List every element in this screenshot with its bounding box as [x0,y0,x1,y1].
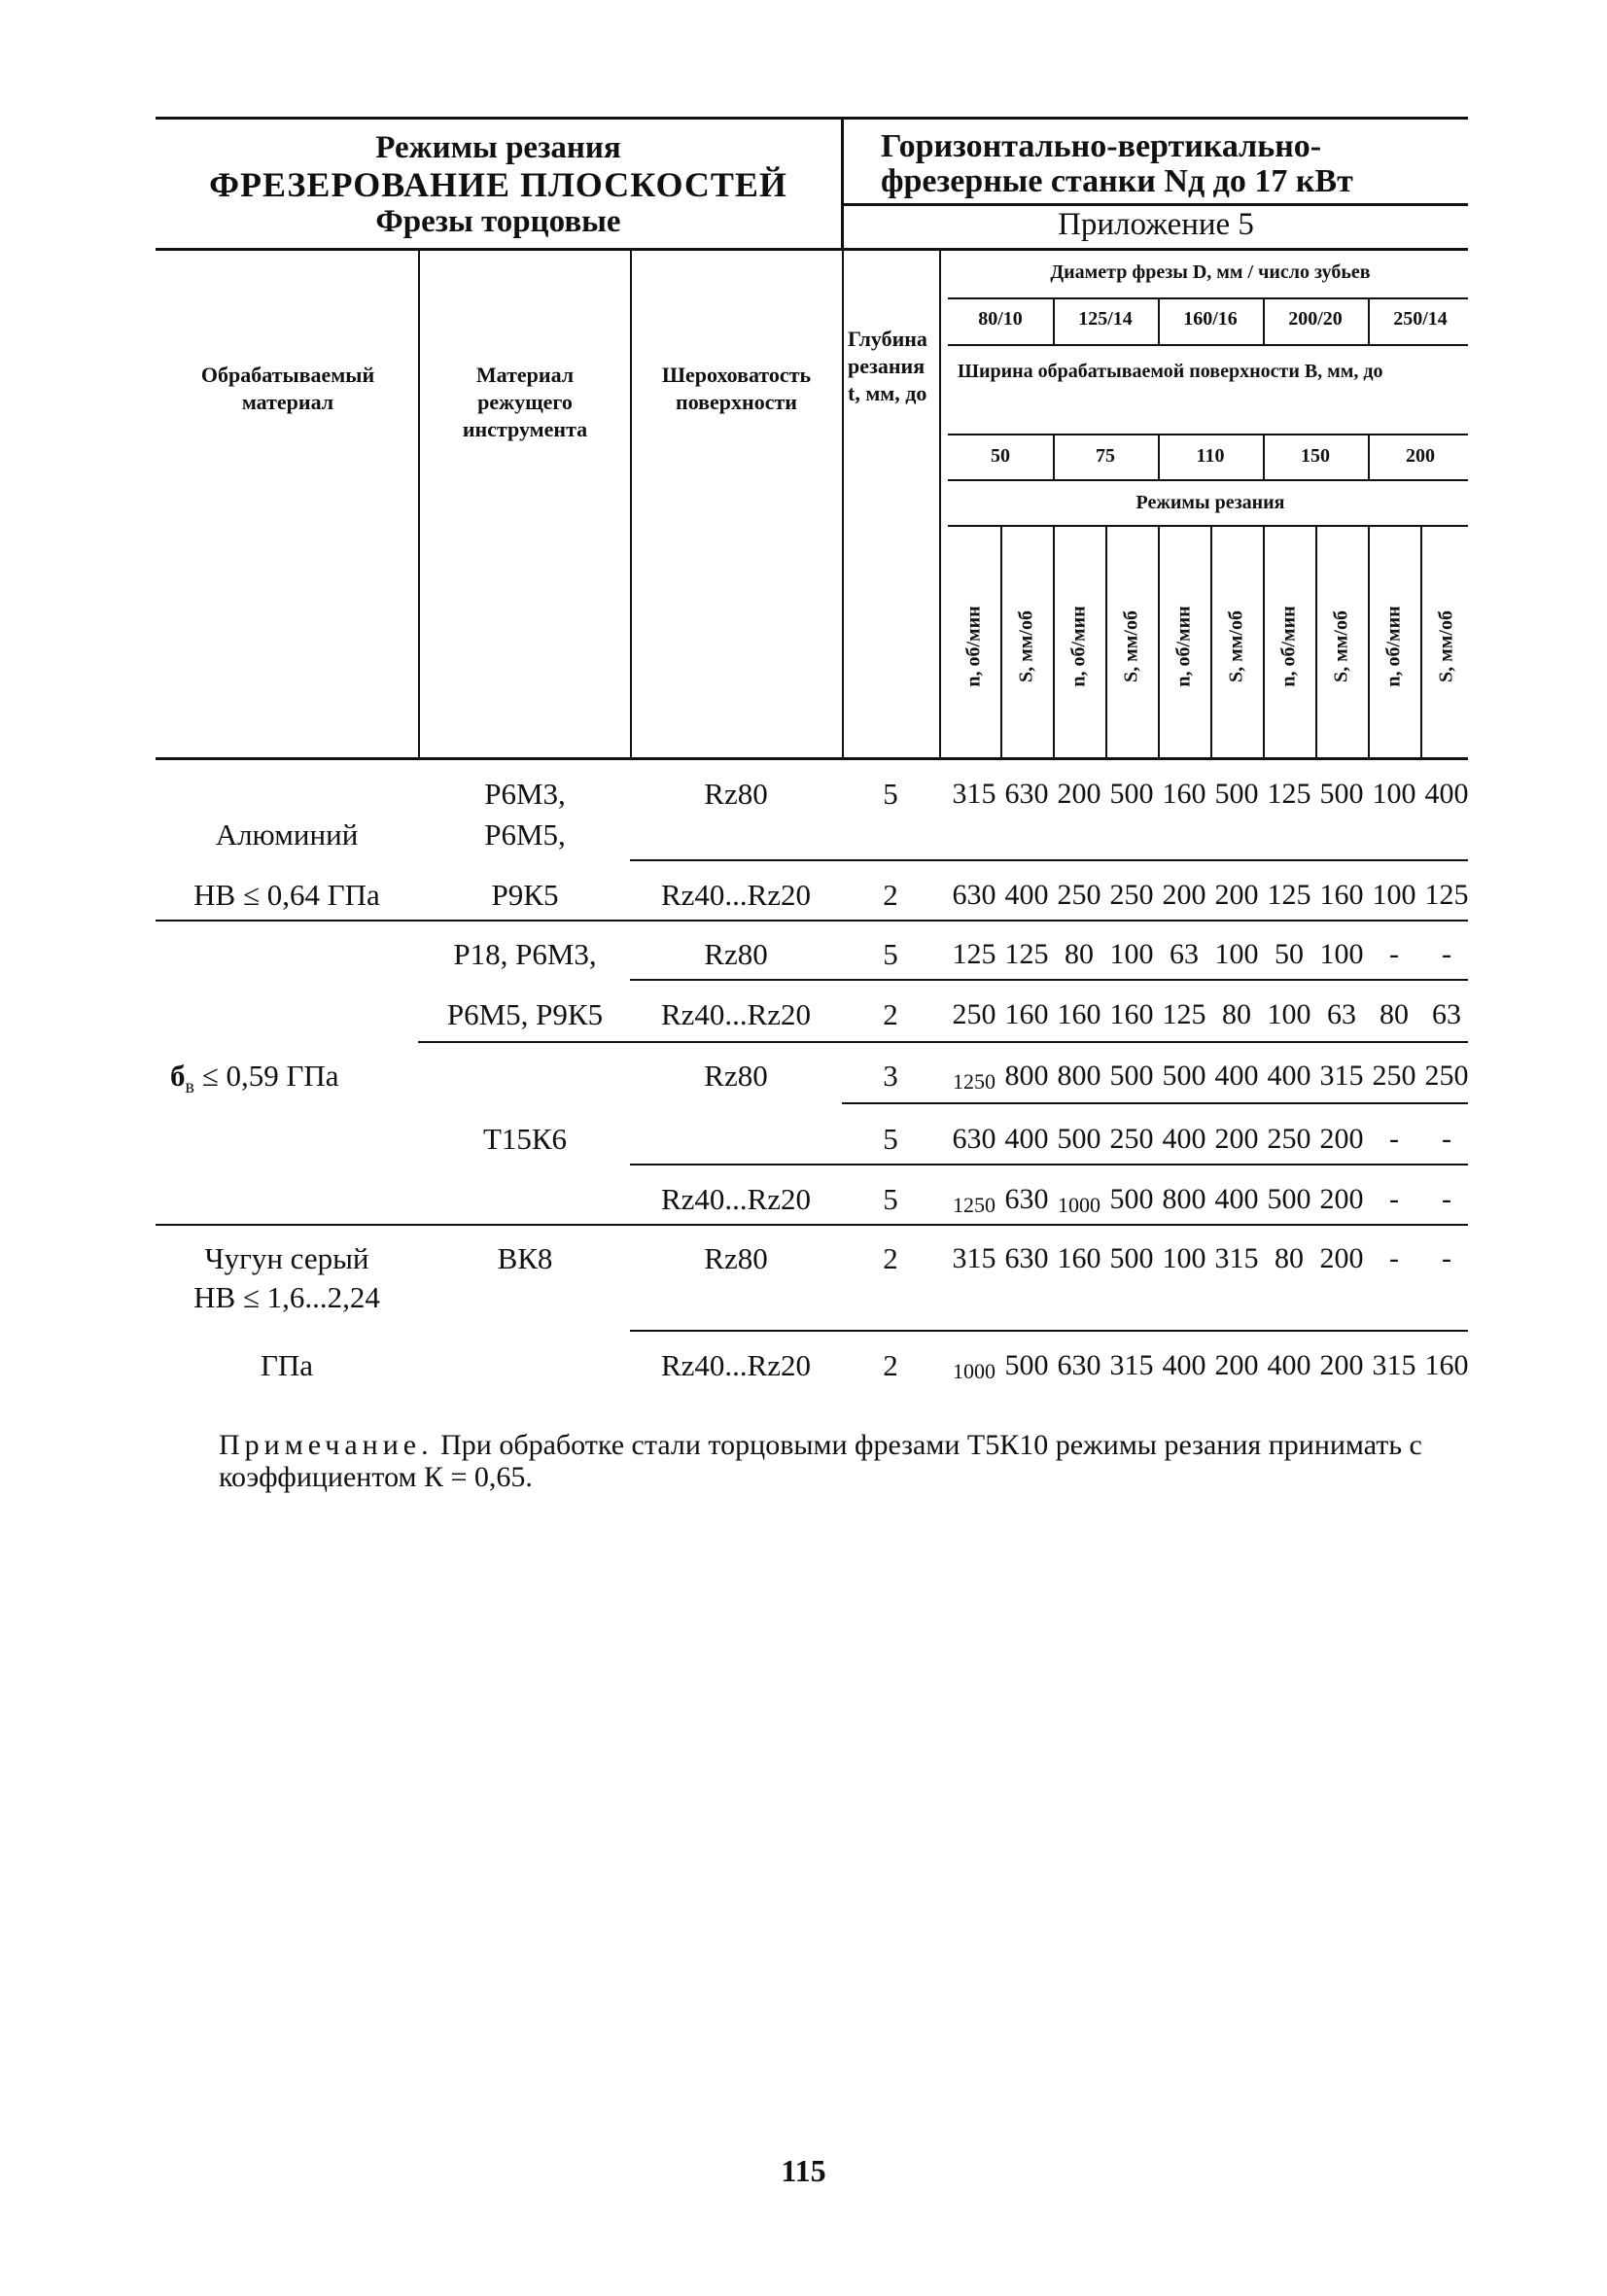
steel-tool-1: Р18, Р6М3, [453,937,597,971]
table-row [948,1060,1473,1095]
steel-depth-3: 3 [883,1059,898,1093]
rule [1158,297,1160,344]
table-cell: 200 [1319,1183,1364,1215]
alu-hardness: НВ ≤ 0,64 ГПа [193,878,380,912]
table-cell: 630 [1004,778,1049,810]
footnote [219,1429,1473,1493]
table-cell: 315 [1372,1349,1416,1381]
title-right [844,120,1468,251]
table-cell: 250 [1109,1123,1154,1155]
table-row [948,938,1473,973]
rule [948,434,1468,435]
iron-rough-1: Rz80 [704,1241,768,1275]
table-cell: 400 [1162,1123,1206,1155]
col-divider [418,250,420,757]
table-cell: 630 [1004,1242,1049,1274]
iron-tool: ВК8 [497,1241,553,1275]
footnote-label: Примечание. [219,1429,434,1461]
modes-header: Режимы резания [1135,492,1285,513]
table-cell: 630 [952,1123,996,1155]
table-cell: 160 [1319,879,1364,911]
table-cell: 315 [952,778,996,810]
table-cell: 160 [1424,1349,1469,1381]
footnote-text: При обработке стали торцовыми фрезами Т5К10 режимы резания принимать с коэффициентом К = 0,65. [219,1429,1422,1493]
table-cell: 250 [952,998,996,1030]
width-value: 150 [1301,445,1330,467]
col-divider [630,250,632,757]
rule [1105,525,1107,757]
rule [1263,297,1265,344]
table-cell: 125 [1267,879,1311,911]
col-depth: Глубина резания t, мм, до [848,327,927,405]
table-row [948,778,1473,813]
rule [1420,525,1422,757]
table-cell: 80 [1222,998,1251,1030]
table-cell: 400 [1004,879,1049,911]
rule [1368,525,1370,757]
table-cell: 315 [1214,1242,1259,1274]
mode-label-text: S, мм/об [1120,610,1142,682]
table-cell: 100 [1214,938,1259,970]
steel-rough-3: Rz80 [704,1059,768,1093]
table-cell: 250 [1372,1060,1416,1092]
rule [1053,434,1055,479]
diameter-value: 160/16 [1183,308,1238,330]
table-cell: 200 [1319,1123,1364,1155]
table-cell: 100 [1109,938,1154,970]
table-cell: 500 [1004,1349,1049,1381]
group-rule [156,920,1468,922]
alu-rough-2: Rz40...Rz20 [660,878,812,912]
table-cell: 1250 [953,1193,996,1217]
mode-label-n [1174,574,1194,719]
alu-name: Алюминий [215,818,359,852]
steel-rough-1: Rz80 [704,937,768,971]
mode-label-text: S, мм/об [1435,610,1457,682]
machine-line-1: Горизонтально-вертикально- [881,128,1322,164]
mode-label-text: n, об/мин [1172,606,1195,687]
table-cell: 500 [1109,778,1154,810]
iron-name: Чугун серый [204,1241,369,1275]
rule [948,297,1468,299]
mode-label-n [1069,574,1089,719]
rule [1000,525,1002,757]
machine-line-2: фрезерные станки Nд до 17 кВт [881,163,1353,199]
table-cell: 80 [1065,938,1094,970]
group-rule [156,1224,1468,1226]
mode-label-s [1437,574,1456,719]
table-cell: 63 [1432,998,1461,1030]
table-cell: 800 [1162,1183,1206,1215]
steel-depth-5: 5 [883,1182,898,1216]
table-cell: 400 [1214,1183,1259,1215]
steel-tool-2: Р6М5, Р9К5 [446,997,604,1031]
table-cell: 250 [1267,1123,1311,1155]
rule [1368,297,1370,344]
col-material: Обрабатываемый материал [200,363,375,414]
steel-strength: $б_в \le 0,59$ ГПа [170,1059,339,1098]
table-cell: 400 [1004,1123,1049,1155]
diameter-value: 125/14 [1078,308,1133,330]
table-cell: 160 [1109,998,1154,1030]
table-cell: 125 [1162,998,1206,1030]
steel-depth-2: 2 [883,997,898,1031]
steel-rough-2: Rz40...Rz20 [660,997,812,1031]
mode-label-text: n, об/мин [1382,606,1405,687]
table-cell: 250 [1109,879,1154,911]
mode-label-text: S, мм/об [1330,610,1352,682]
table-cell: 500 [1162,1060,1206,1092]
table-cell: 500 [1109,1183,1154,1215]
table-title-block [156,117,1468,251]
title-divider [844,203,1468,206]
mode-label-n [1384,574,1404,719]
col-roughness: Шероховатость поверхности [661,363,812,414]
table-cell: 630 [1004,1183,1049,1215]
table-cell: 80 [1275,1242,1304,1274]
rule [1158,525,1160,757]
table-row [948,1183,1473,1218]
diameter-header: Диаметр фрезы D, мм / число зубьев [1050,261,1371,283]
table-cell: 630 [1057,1349,1101,1381]
table-cell: 400 [1267,1349,1311,1381]
iron-depth-2: 2 [883,1348,898,1382]
table-row [948,1242,1473,1277]
diameter-value: 250/14 [1393,308,1448,330]
table-cell: 100 [1162,1242,1206,1274]
table-cell: 200 [1214,1349,1259,1381]
mode-label-s [1332,574,1351,719]
steel-depth-1: 5 [883,937,898,971]
mode-label-text: S, мм/об [1225,610,1247,682]
alu-depth-2: 2 [883,878,898,912]
table-cell: 800 [1004,1060,1049,1092]
title-line-2: ФРЕЗЕРОВАНИЕ ПЛОСКОСТЕЙ [209,165,787,204]
table-cell: 200 [1319,1349,1364,1381]
width-value: 200 [1406,445,1435,467]
mode-label-n [964,574,984,719]
col-tool: Материал режущего инструмента [462,363,588,441]
table-cell: 100 [1372,778,1416,810]
header-bottom-rule [156,248,1468,251]
table-cell: 500 [1057,1123,1101,1155]
table-cell: - [1389,938,1399,970]
table-cell: 315 [1109,1349,1154,1381]
rule [630,1164,1468,1165]
appendix-label: Приложение 5 [1058,207,1254,242]
mode-label-text: n, об/мин [962,606,985,687]
steel-rough-4: Rz40...Rz20 [660,1182,812,1216]
table-cell: 250 [1057,879,1101,911]
table-cell: 125 [1424,879,1469,911]
rule [948,344,1468,346]
alu-depth-1: 5 [883,777,898,811]
table-cell: - [1389,1123,1399,1155]
rule [948,525,1468,527]
diameter-value: 80/10 [978,308,1023,330]
table-row [948,1349,1473,1384]
rule [1263,525,1265,757]
mode-label-text: n, об/мин [1277,606,1300,687]
table-cell: - [1442,1183,1451,1215]
alu-rough-1: Rz80 [704,777,768,811]
mode-label-n [1279,574,1299,719]
table-cell: 400 [1162,1349,1206,1381]
steel-tool-3: Т15К6 [482,1122,568,1156]
table-cell: 100 [1372,879,1416,911]
table-cell: 200 [1214,1123,1259,1155]
iron-unit: ГПа [260,1348,314,1382]
mode-label-text: n, об/мин [1067,606,1090,687]
table-cell: 125 [952,938,996,970]
table-cell: 400 [1214,1060,1259,1092]
table-cell: - [1389,1183,1399,1215]
table-cell: 125 [1004,938,1049,970]
alu-tool-1: Р6М3, [484,777,566,811]
table-cell: 160 [1057,1242,1101,1274]
table-cell: 63 [1327,998,1356,1030]
mode-label-s [1017,574,1036,719]
alu-tool-3: Р9К5 [491,878,559,912]
table-cell: - [1442,938,1451,970]
table-cell: 400 [1424,778,1469,810]
rule [1368,434,1370,479]
table-cell: 400 [1267,1060,1311,1092]
page-number: 115 [781,2153,826,2188]
table-cell: 50 [1275,938,1304,970]
width-value: 50 [991,445,1010,467]
table-cell: 500 [1214,778,1259,810]
rule [630,979,1468,981]
mode-label-text: S, мм/об [1015,610,1037,682]
title-line-3: Фрезы торцовые [375,204,621,239]
mode-label-s [1227,574,1246,719]
width-value: 110 [1196,445,1225,467]
rule [630,1330,1468,1332]
rule [948,479,1468,481]
table-cell: 250 [1424,1060,1469,1092]
table-cell: 63 [1170,938,1199,970]
title-left [156,120,844,251]
rule [1210,525,1212,757]
table-cell: 80 [1380,998,1409,1030]
table-cell: 800 [1057,1060,1101,1092]
rule [1315,525,1317,757]
table-cell: - [1442,1123,1451,1155]
mode-label-s [1122,574,1141,719]
table-cell: 200 [1214,879,1259,911]
iron-depth-1: 2 [883,1241,898,1275]
table-cell: 500 [1267,1183,1311,1215]
table-cell: 1250 [953,1069,996,1094]
table-cell: 315 [1319,1060,1364,1092]
rule [1158,434,1160,479]
rule [1053,525,1055,757]
table-cell: 315 [952,1242,996,1274]
alu-tool-2: Р6М5, [484,818,566,852]
table-cell: 500 [1319,778,1364,810]
table-cell: 160 [1004,998,1049,1030]
title-line-1: Режимы резания [375,130,621,165]
rule [1053,297,1055,344]
header-body-rule [156,757,1468,760]
table-cell: 1000 [1058,1193,1100,1217]
table-row [948,998,1473,1033]
rule [1263,434,1265,479]
table-cell: 200 [1319,1242,1364,1274]
table-cell: - [1442,1242,1451,1274]
rule [418,1041,1468,1043]
width-value: 75 [1096,445,1115,467]
width-header: Ширина обрабатываемой поверхности В, мм, до [958,361,1383,382]
table-cell: 100 [1319,938,1364,970]
table-cell: 125 [1267,778,1311,810]
iron-hardness: НВ ≤ 1,6...2,24 [193,1280,380,1314]
table-cell: 630 [952,879,996,911]
table-cell: - [1389,1242,1399,1274]
steel-depth-4: 5 [883,1122,898,1156]
table-cell: 500 [1109,1242,1154,1274]
table-cell: 200 [1162,879,1206,911]
table-row [948,1123,1473,1158]
table-cell: 160 [1162,778,1206,810]
table-cell: 1000 [953,1359,996,1383]
iron-rough-2: Rz40...Rz20 [660,1348,812,1382]
table-cell: 500 [1109,1060,1154,1092]
diameter-value: 200/20 [1288,308,1343,330]
rule [842,1102,1468,1104]
table-row [948,879,1473,914]
table-cell: 160 [1057,998,1101,1030]
rule [630,859,1468,861]
table-cell: 200 [1057,778,1101,810]
table-cell: 100 [1267,998,1311,1030]
